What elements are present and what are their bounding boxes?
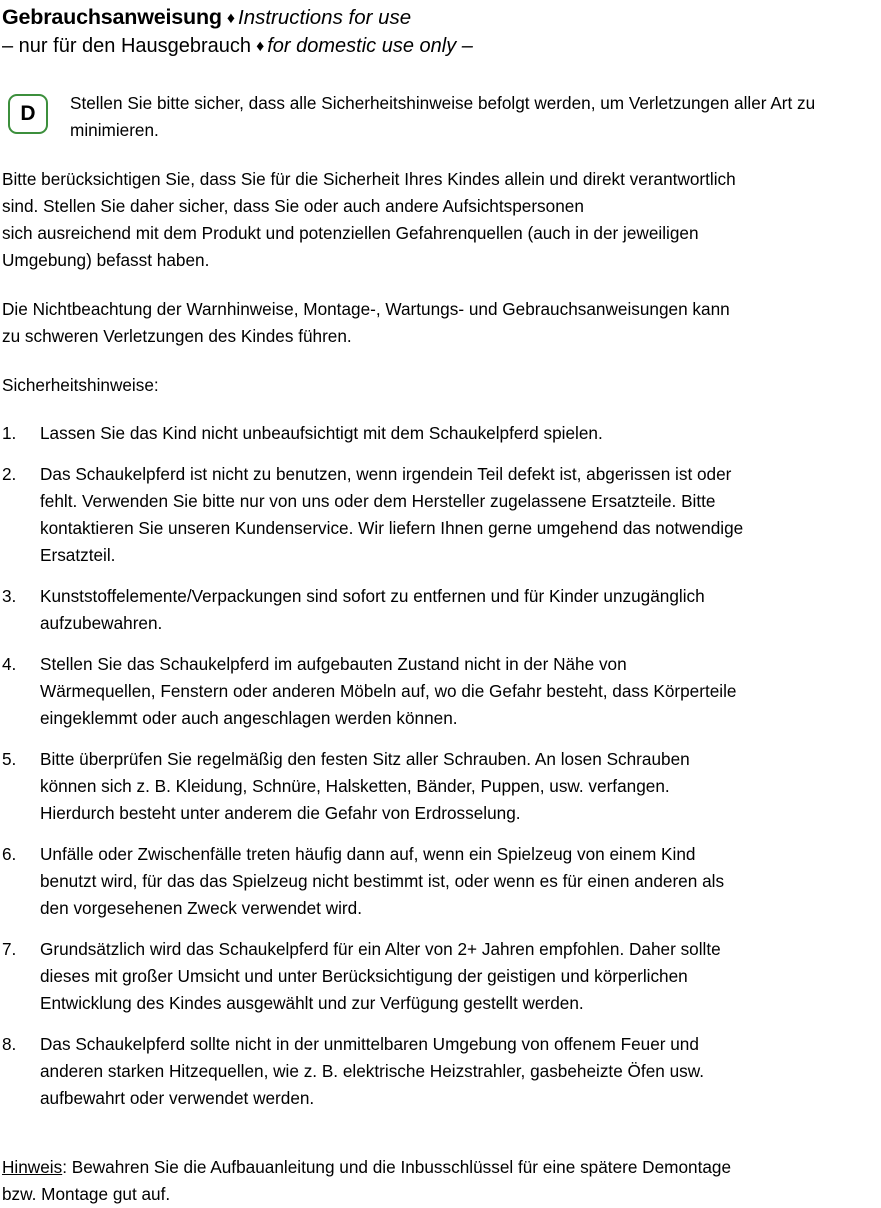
subtitle-german: – nur für den Hausgebrauch: [2, 35, 252, 57]
paragraph-line: sind. Stellen Sie daher sicher, dass Sie oder auch andere Aufsichtspersonen: [2, 196, 584, 216]
note-line-1: [2, 1154, 881, 1181]
paragraph-line: zu schweren Verletzungen des Kindes führen.: [2, 326, 352, 346]
document-header: [0, 0, 881, 60]
note-label: Hinweis: [2, 1157, 63, 1177]
list-item-text: [40, 651, 881, 732]
list-item-text: [40, 1031, 881, 1112]
list-item-number: 1.: [2, 423, 17, 443]
list-item: [2, 841, 881, 922]
diamond-separator-icon-2: ♦: [256, 38, 265, 55]
list-item-line: Wärmequellen, Fenstern oder anderen Möbeln auf, wo die Gefahr besteht, dass Körperteile: [40, 681, 737, 701]
language-callout: [0, 88, 881, 144]
list-item-line: eingeklemmt oder auch angeschlagen werden können.: [40, 708, 458, 728]
title-english: Instructions for use: [238, 6, 412, 29]
list-item: [2, 420, 881, 447]
list-item-line: Ersatzteil.: [40, 545, 116, 565]
list-item-number: 3.: [2, 586, 17, 606]
list-item-line: kontaktieren Sie unseren Kundenservice. Wir liefern Ihnen gerne umgehend das notwendige: [40, 518, 744, 538]
list-item-line: Grundsätzlich wird das Schaukelpferd für ein Alter von 2+ Jahren empfohlen. Daher sollte: [40, 939, 721, 959]
document-title: [2, 4, 881, 32]
list-item-text: [40, 420, 881, 447]
list-item-line: benutzt wird, für das das Spielzeug nicht bestimmt ist, oder wenn es für einen anderen als: [40, 871, 725, 891]
list-item-line: Kunststoffelemente/Verpackungen sind sofort zu entfernen und für Kinder unzugänglich: [40, 586, 705, 606]
section-label-safety-notes: Sicherheitshinweise:: [2, 375, 159, 395]
callout-text: [70, 88, 881, 144]
list-item: [2, 651, 881, 732]
list-item: [2, 1031, 881, 1112]
list-item-line: aufbewahrt oder verwendet werden.: [40, 1088, 315, 1108]
callout-line-2: aller Art zu minimieren.: [70, 93, 816, 140]
title-german: Gebrauchsanweisung: [2, 5, 222, 29]
list-item-line: Bitte überprüfen Sie regelmäßig den festen Sitz aller Schrauben. An losen Schrauben: [40, 749, 690, 769]
list-item-text: [40, 461, 881, 569]
paragraph-line: Die Nichtbeachtung der Warnhinweise, Montage-, Wartungs- und Gebrauchsanweisungen kann: [2, 299, 730, 319]
paragraph-responsibility: [0, 166, 881, 274]
list-item-number: 2.: [2, 464, 17, 484]
list-item-text: [40, 583, 881, 637]
paragraph-line: Umgebung) befasst haben.: [2, 250, 210, 270]
list-item-number: 7.: [2, 939, 17, 959]
list-item-line: fehlt. Verwenden Sie bitte nur von uns oder dem Hersteller zugelassene Ersatzteile. Bitte: [40, 491, 716, 511]
list-item-number: 5.: [2, 749, 17, 769]
list-item-line: anderen starken Hitzequellen, wie z. B. elektrische Heizstrahler, gasbeheizte Öfen usw.: [40, 1061, 704, 1081]
list-item-number: 4.: [2, 654, 17, 674]
list-item-line: Stellen Sie das Schaukelpferd im aufgebauten Zustand nicht in der Nähe von: [40, 654, 627, 674]
list-item-line: den vorgesehenen Zweck verwendet wird.: [40, 898, 362, 918]
list-item: [2, 936, 881, 1017]
list-item: [2, 583, 881, 637]
list-item-line: dieses mit großer Umsicht und unter Berücksichtigung der geistigen und körperlichen: [40, 966, 688, 986]
note-line-1-rest: : Bewahren Sie die Aufbauanleitung und die Inbusschlüssel für eine spätere Demontage: [62, 1157, 732, 1177]
list-item-line: Unfälle oder Zwischenfälle treten häufig dann auf, wenn ein Spielzeug von einem Kind: [40, 844, 696, 864]
list-item: [2, 746, 881, 827]
list-item-number: 8.: [2, 1034, 17, 1054]
language-badge-de: D: [8, 94, 48, 134]
list-item-line: Hierdurch besteht unter anderem die Gefahr von Erdrosselung.: [40, 803, 521, 823]
list-item-line: Entwicklung des Kindes ausgewählt und zur Verfügung gestellt werden.: [40, 993, 584, 1013]
paragraph-line: Bitte berücksichtigen Sie, dass Sie für die Sicherheit Ihres Kindes allein und direkt verantwortlich: [2, 169, 736, 189]
subtitle-english: for domestic use only –: [267, 35, 473, 57]
list-item-line: aufzubewahren.: [40, 613, 163, 633]
paragraph-line: sich ausreichend mit dem Produkt und potenziellen Gefahrenquellen (auch in der jeweiligen: [2, 223, 699, 243]
list-item-line: können sich z. B. Kleidung, Schnüre, Halsketten, Bänder, Puppen, usw. verfangen.: [40, 776, 670, 796]
list-item-line: Das Schaukelpferd ist nicht zu benutzen, wenn irgendein Teil defekt ist, abgerissen ist oder: [40, 464, 732, 484]
list-item-text: [40, 841, 881, 922]
list-item-line: Das Schaukelpferd sollte nicht in der unmittelbaren Umgebung von offenem Feuer und: [40, 1034, 699, 1054]
list-item-line: Lassen Sie das Kind nicht unbeaufsichtigt mit dem Schaukelpferd spielen.: [40, 423, 603, 443]
note-line-2: bzw. Montage gut auf.: [2, 1184, 171, 1204]
list-item-number: 6.: [2, 844, 17, 864]
list-item-text: [40, 746, 881, 827]
list-item-text: [40, 936, 881, 1017]
paragraph-warning: [0, 296, 881, 350]
callout-line-1: Stellen Sie bitte sicher, dass alle Sicherheitshinweise befolgt werden, um Verletzungen: [70, 93, 730, 113]
document-subtitle: [2, 33, 881, 60]
note-block: [0, 1154, 881, 1208]
safety-notes-list: [0, 420, 881, 1112]
diamond-separator-icon: ♦: [226, 10, 235, 27]
list-item: [2, 461, 881, 569]
